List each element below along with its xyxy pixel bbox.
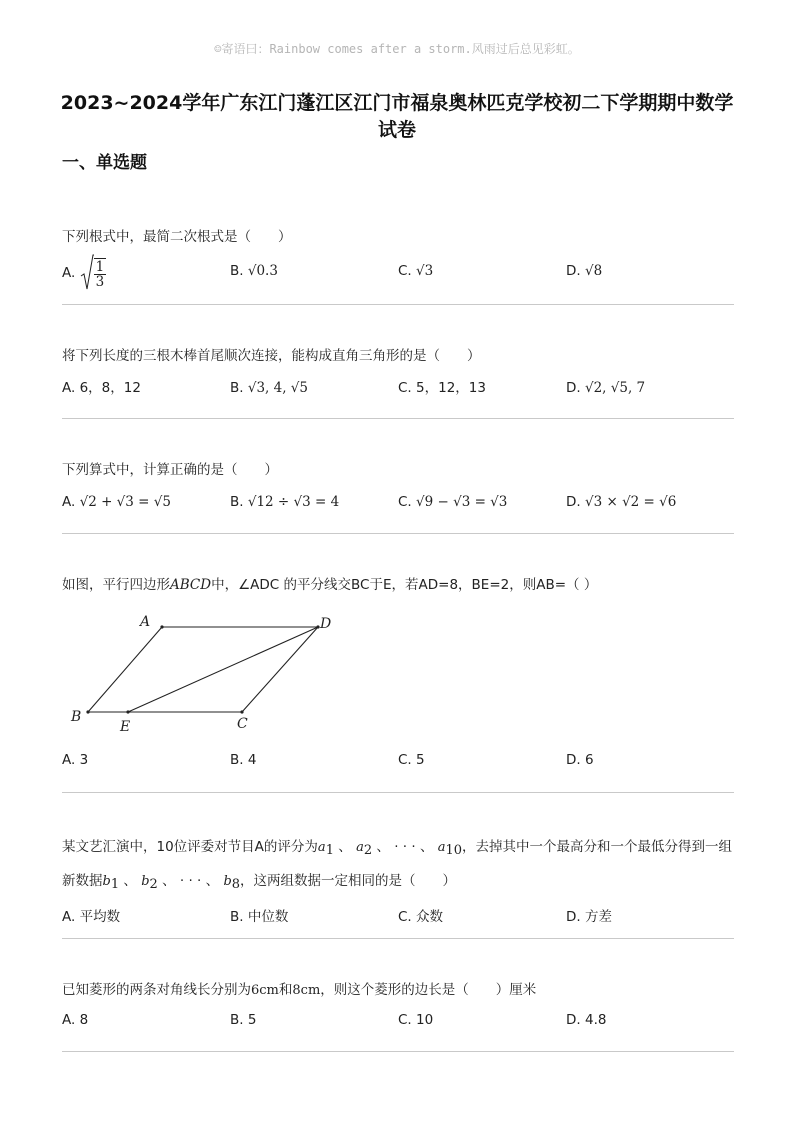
option-letter: A. — [62, 494, 76, 510]
stem-text: 新数据 — [62, 873, 103, 889]
divider — [62, 304, 734, 305]
option-text: √3 — [416, 263, 434, 279]
question-stem: 下列算式中，计算正确的是（ ） — [62, 462, 278, 478]
option-letter: C. — [398, 752, 412, 768]
option-text: √9 − √3 = √3 — [416, 494, 508, 510]
option-a[interactable] — [62, 489, 171, 515]
stem-text: ，则这个菱形的边长是（ ）厘米 — [320, 982, 537, 998]
option-text: 10 — [416, 1012, 434, 1028]
label-c: C — [237, 716, 248, 732]
options-row — [62, 904, 734, 930]
option-a[interactable] — [62, 1007, 88, 1033]
section-title: 一、单选题 — [62, 153, 147, 173]
question-4-options — [62, 747, 734, 773]
title-line-2: 试卷 — [377, 119, 416, 141]
question-stem: 下列根式中，最简二次根式是（ ） — [62, 229, 292, 245]
stem-line-1 — [62, 832, 734, 866]
option-text: √12 ÷ √3 = 4 — [247, 494, 340, 510]
subscript: 10 — [445, 843, 463, 858]
options-row — [62, 747, 734, 773]
ellipsis: 、 · · · 、 — [157, 873, 224, 889]
option-letter: A. — [62, 909, 76, 925]
question-4 — [62, 574, 734, 596]
var-b2: b — [141, 874, 150, 889]
question-1 — [62, 226, 734, 288]
option-letter: D. — [566, 1012, 581, 1028]
option-text: √0.3 — [247, 263, 278, 279]
option-letter: B. — [230, 494, 244, 510]
option-text: 6，8，12 — [79, 380, 141, 396]
var-b8: b — [223, 874, 232, 889]
option-text: √2, √5, 7 — [584, 380, 646, 396]
options-row — [62, 1007, 734, 1033]
question-5 — [62, 832, 734, 930]
option-letter: C. — [398, 380, 412, 396]
option-b[interactable] — [230, 747, 256, 773]
option-letter: B. — [230, 909, 244, 925]
option-letter: C. — [398, 1012, 412, 1028]
option-b[interactable] — [230, 1007, 256, 1033]
option-c[interactable] — [398, 1007, 433, 1033]
radical-sign-icon — [80, 254, 94, 292]
option-text: √3 × √2 = √6 — [584, 494, 677, 510]
question-stem — [62, 979, 734, 1002]
option-text: √8 — [584, 263, 603, 279]
option-letter: B. — [230, 263, 244, 279]
option-b[interactable] — [230, 489, 339, 515]
option-b[interactable] — [230, 254, 278, 288]
option-d[interactable] — [566, 254, 602, 288]
option-text: 8 — [79, 1012, 89, 1028]
question-stem: 将下列长度的三根木棒首尾顺次连接，能构成直角三角形的是（ ） — [62, 348, 481, 364]
option-text: 4 — [247, 752, 257, 768]
option-d[interactable] — [566, 747, 594, 773]
option-text: 中位数 — [247, 909, 289, 925]
fraction-root — [80, 254, 107, 292]
question-6 — [62, 979, 734, 1033]
document-title — [40, 90, 754, 144]
option-letter: D. — [566, 380, 581, 396]
option-a[interactable] — [62, 904, 120, 930]
option-d[interactable] — [566, 489, 676, 515]
stem-math: 6cm — [251, 983, 279, 998]
option-letter: C. — [398, 494, 412, 510]
option-text: √3, 4, √5 — [247, 380, 308, 396]
bisector-de — [128, 627, 318, 712]
option-text: 平均数 — [79, 909, 121, 925]
divider — [62, 938, 734, 939]
option-text: 3 — [79, 752, 89, 768]
option-text: 5，12，13 — [416, 380, 486, 396]
option-text: 众数 — [416, 909, 444, 925]
option-c[interactable] — [398, 747, 425, 773]
separator: 、 — [119, 873, 142, 889]
var-b1: b — [102, 874, 111, 889]
label-e: E — [120, 719, 131, 735]
options-row — [62, 489, 734, 515]
option-a[interactable] — [62, 747, 88, 773]
option-text: 4.8 — [584, 1012, 607, 1028]
fraction-denominator: 3 — [95, 273, 105, 290]
option-letter: A. — [62, 380, 76, 396]
option-letter: A. — [62, 265, 76, 281]
option-text: 方差 — [584, 909, 612, 925]
stem-text: 和 — [278, 982, 293, 998]
option-d[interactable] — [566, 375, 645, 401]
option-c[interactable] — [398, 489, 507, 515]
option-text: 5 — [247, 1012, 257, 1028]
option-letter: D. — [566, 909, 581, 925]
divider — [62, 1051, 734, 1052]
edge-dc — [242, 627, 318, 712]
parallelogram-figure — [62, 608, 362, 738]
option-letter: D. — [566, 263, 581, 279]
option-d[interactable] — [566, 1007, 606, 1033]
title-line-1: 2023~2024学年广东江门蓬江区江门市福泉奥林匹克学校初二下学期期中数学 — [60, 92, 734, 114]
option-b[interactable] — [230, 904, 288, 930]
stem-text: 某文艺汇演中，10位评委对节目A的评分为 — [62, 839, 318, 855]
fraction — [94, 258, 107, 289]
subscript: 1 — [110, 877, 120, 892]
question-3 — [62, 459, 734, 515]
edge-ba — [88, 627, 162, 712]
option-letter: C. — [398, 263, 412, 279]
motto-header: ☺寄语曰：Rainbow comes after a storm.风雨过后总见彩虹。 — [214, 42, 580, 56]
label-b: B — [71, 709, 82, 725]
options-row — [62, 254, 734, 288]
stem-text: 已知菱形的两条对角线长分别为 — [62, 982, 251, 998]
option-letter: B. — [230, 1012, 244, 1028]
question-stem — [62, 832, 734, 900]
ellipsis: 、 · · · 、 — [372, 839, 438, 855]
question-2 — [62, 345, 734, 401]
subscript: 8 — [231, 877, 241, 892]
option-text: 5 — [416, 752, 425, 768]
fraction-numerator: 1 — [95, 258, 105, 275]
subscript: 1 — [325, 843, 334, 858]
stem-text: 中，∠ADC 的平分线交BC于E，若AD=8，BE=2，则AB=（ ） — [211, 577, 598, 593]
stem-math: ABCD — [170, 577, 212, 593]
stem-math: 8cm — [292, 983, 321, 998]
divider — [62, 533, 734, 534]
separator: 、 — [333, 839, 357, 855]
divider — [62, 418, 734, 419]
var-a10: a — [437, 840, 446, 855]
stem-text: ，去掉其中一个最高分和一个最低分得到一组 — [462, 839, 733, 855]
option-letter: D. — [566, 752, 581, 768]
option-text: 6 — [584, 752, 594, 768]
subscript: 2 — [363, 843, 373, 858]
stem-text: ，这两组数据一定相同的是（ ） — [240, 873, 457, 889]
option-a[interactable] — [62, 375, 141, 401]
option-text: √2 + √3 = √5 — [79, 494, 171, 510]
option-c[interactable] — [398, 375, 486, 401]
option-letter: D. — [566, 494, 581, 510]
option-b[interactable] — [230, 375, 308, 401]
option-a[interactable] — [62, 254, 106, 292]
stem-text: 如图，平行四边形 — [62, 577, 170, 593]
var-a1: a — [317, 840, 326, 855]
option-c[interactable] — [398, 904, 443, 930]
label-d: D — [320, 616, 332, 632]
option-letter: A. — [62, 752, 76, 768]
subscript: 2 — [149, 877, 158, 892]
option-d[interactable] — [566, 904, 612, 930]
var-a2: a — [356, 840, 364, 855]
label-a: A — [140, 614, 151, 630]
option-letter: B. — [230, 752, 244, 768]
question-stem — [62, 574, 734, 596]
option-letter: B. — [230, 380, 244, 396]
option-letter: A. — [62, 1012, 76, 1028]
divider — [62, 792, 734, 793]
options-row — [62, 375, 734, 401]
stem-line-2 — [62, 866, 734, 900]
option-c[interactable] — [398, 254, 433, 288]
option-letter: C. — [398, 909, 412, 925]
